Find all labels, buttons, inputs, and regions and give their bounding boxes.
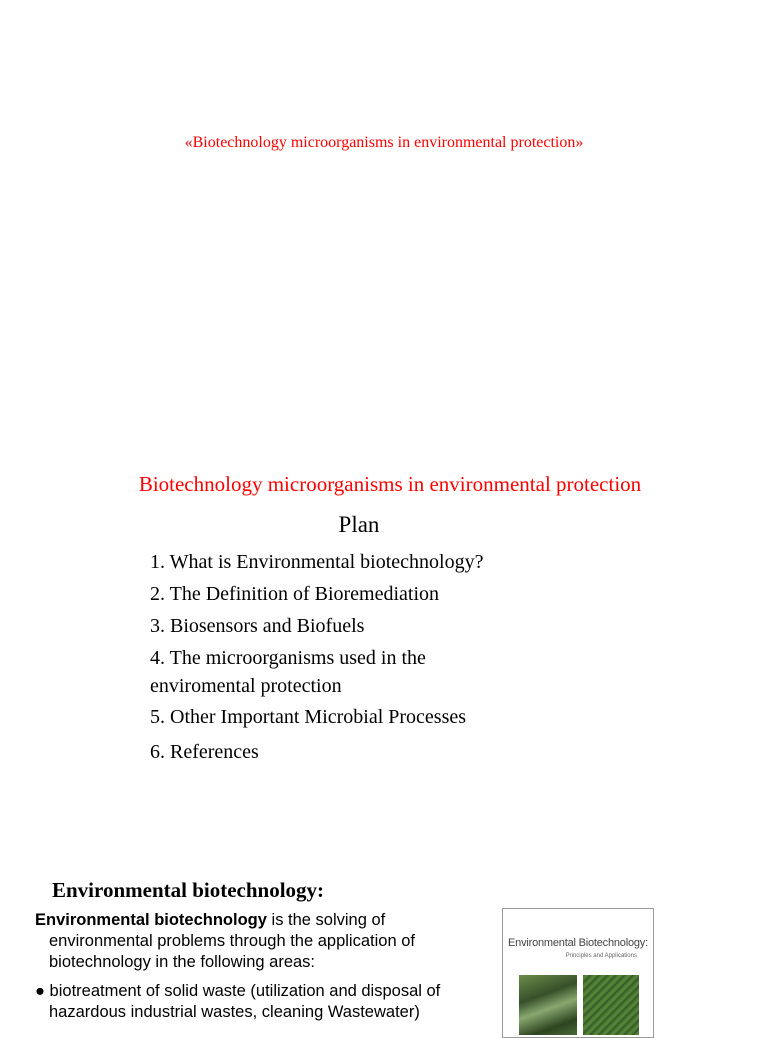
paragraph-text: is the solving of xyxy=(266,911,386,929)
plan-slide xyxy=(0,430,768,850)
plan-item: 2. The Definition of Bioremediation xyxy=(150,583,440,605)
slide-title: Biotechnology microorganisms in environmental protection xyxy=(138,472,642,496)
paragraph-text: environmental problems through the application of xyxy=(49,932,415,950)
title-slide xyxy=(0,0,768,430)
plan-item: 6. References xyxy=(150,741,259,763)
plan-item: 4. The microorganisms used in the xyxy=(150,647,426,669)
book-title: Environmental Biotechnology: xyxy=(508,937,648,949)
paragraph-text: biotechnology in the following areas: xyxy=(49,953,316,971)
book-cover-image xyxy=(502,908,654,1038)
waterfall-photo xyxy=(519,975,577,1035)
book-subtitle: Principles and Applications xyxy=(565,953,637,959)
slide-heading: Environmental biotechnology: xyxy=(52,878,325,902)
slide-title: «Biotechnology microorganisms in environmental protection» xyxy=(184,134,584,151)
bullet-item xyxy=(35,981,495,1023)
field-photo xyxy=(583,975,639,1035)
plan-item: 3. Biosensors and Biofuels xyxy=(150,615,365,637)
plan-item: 1. What is Environmental biotechnology? xyxy=(150,551,484,573)
definition-paragraph xyxy=(35,910,485,973)
content-slide xyxy=(0,850,768,1024)
term-bold: Environmental biotechnology xyxy=(35,911,267,929)
bullet-text: hazardous industrial wastes, cleaning Wastewater) xyxy=(49,1003,420,1021)
plan-item: 5. Other Important Microbial Processes xyxy=(150,706,467,728)
plan-item-continuation: enviromental protection xyxy=(150,675,342,697)
plan-heading: Plan xyxy=(338,512,380,537)
bullet-text: ● biotreatment of solid waste (utilization and disposal of xyxy=(35,982,441,1000)
